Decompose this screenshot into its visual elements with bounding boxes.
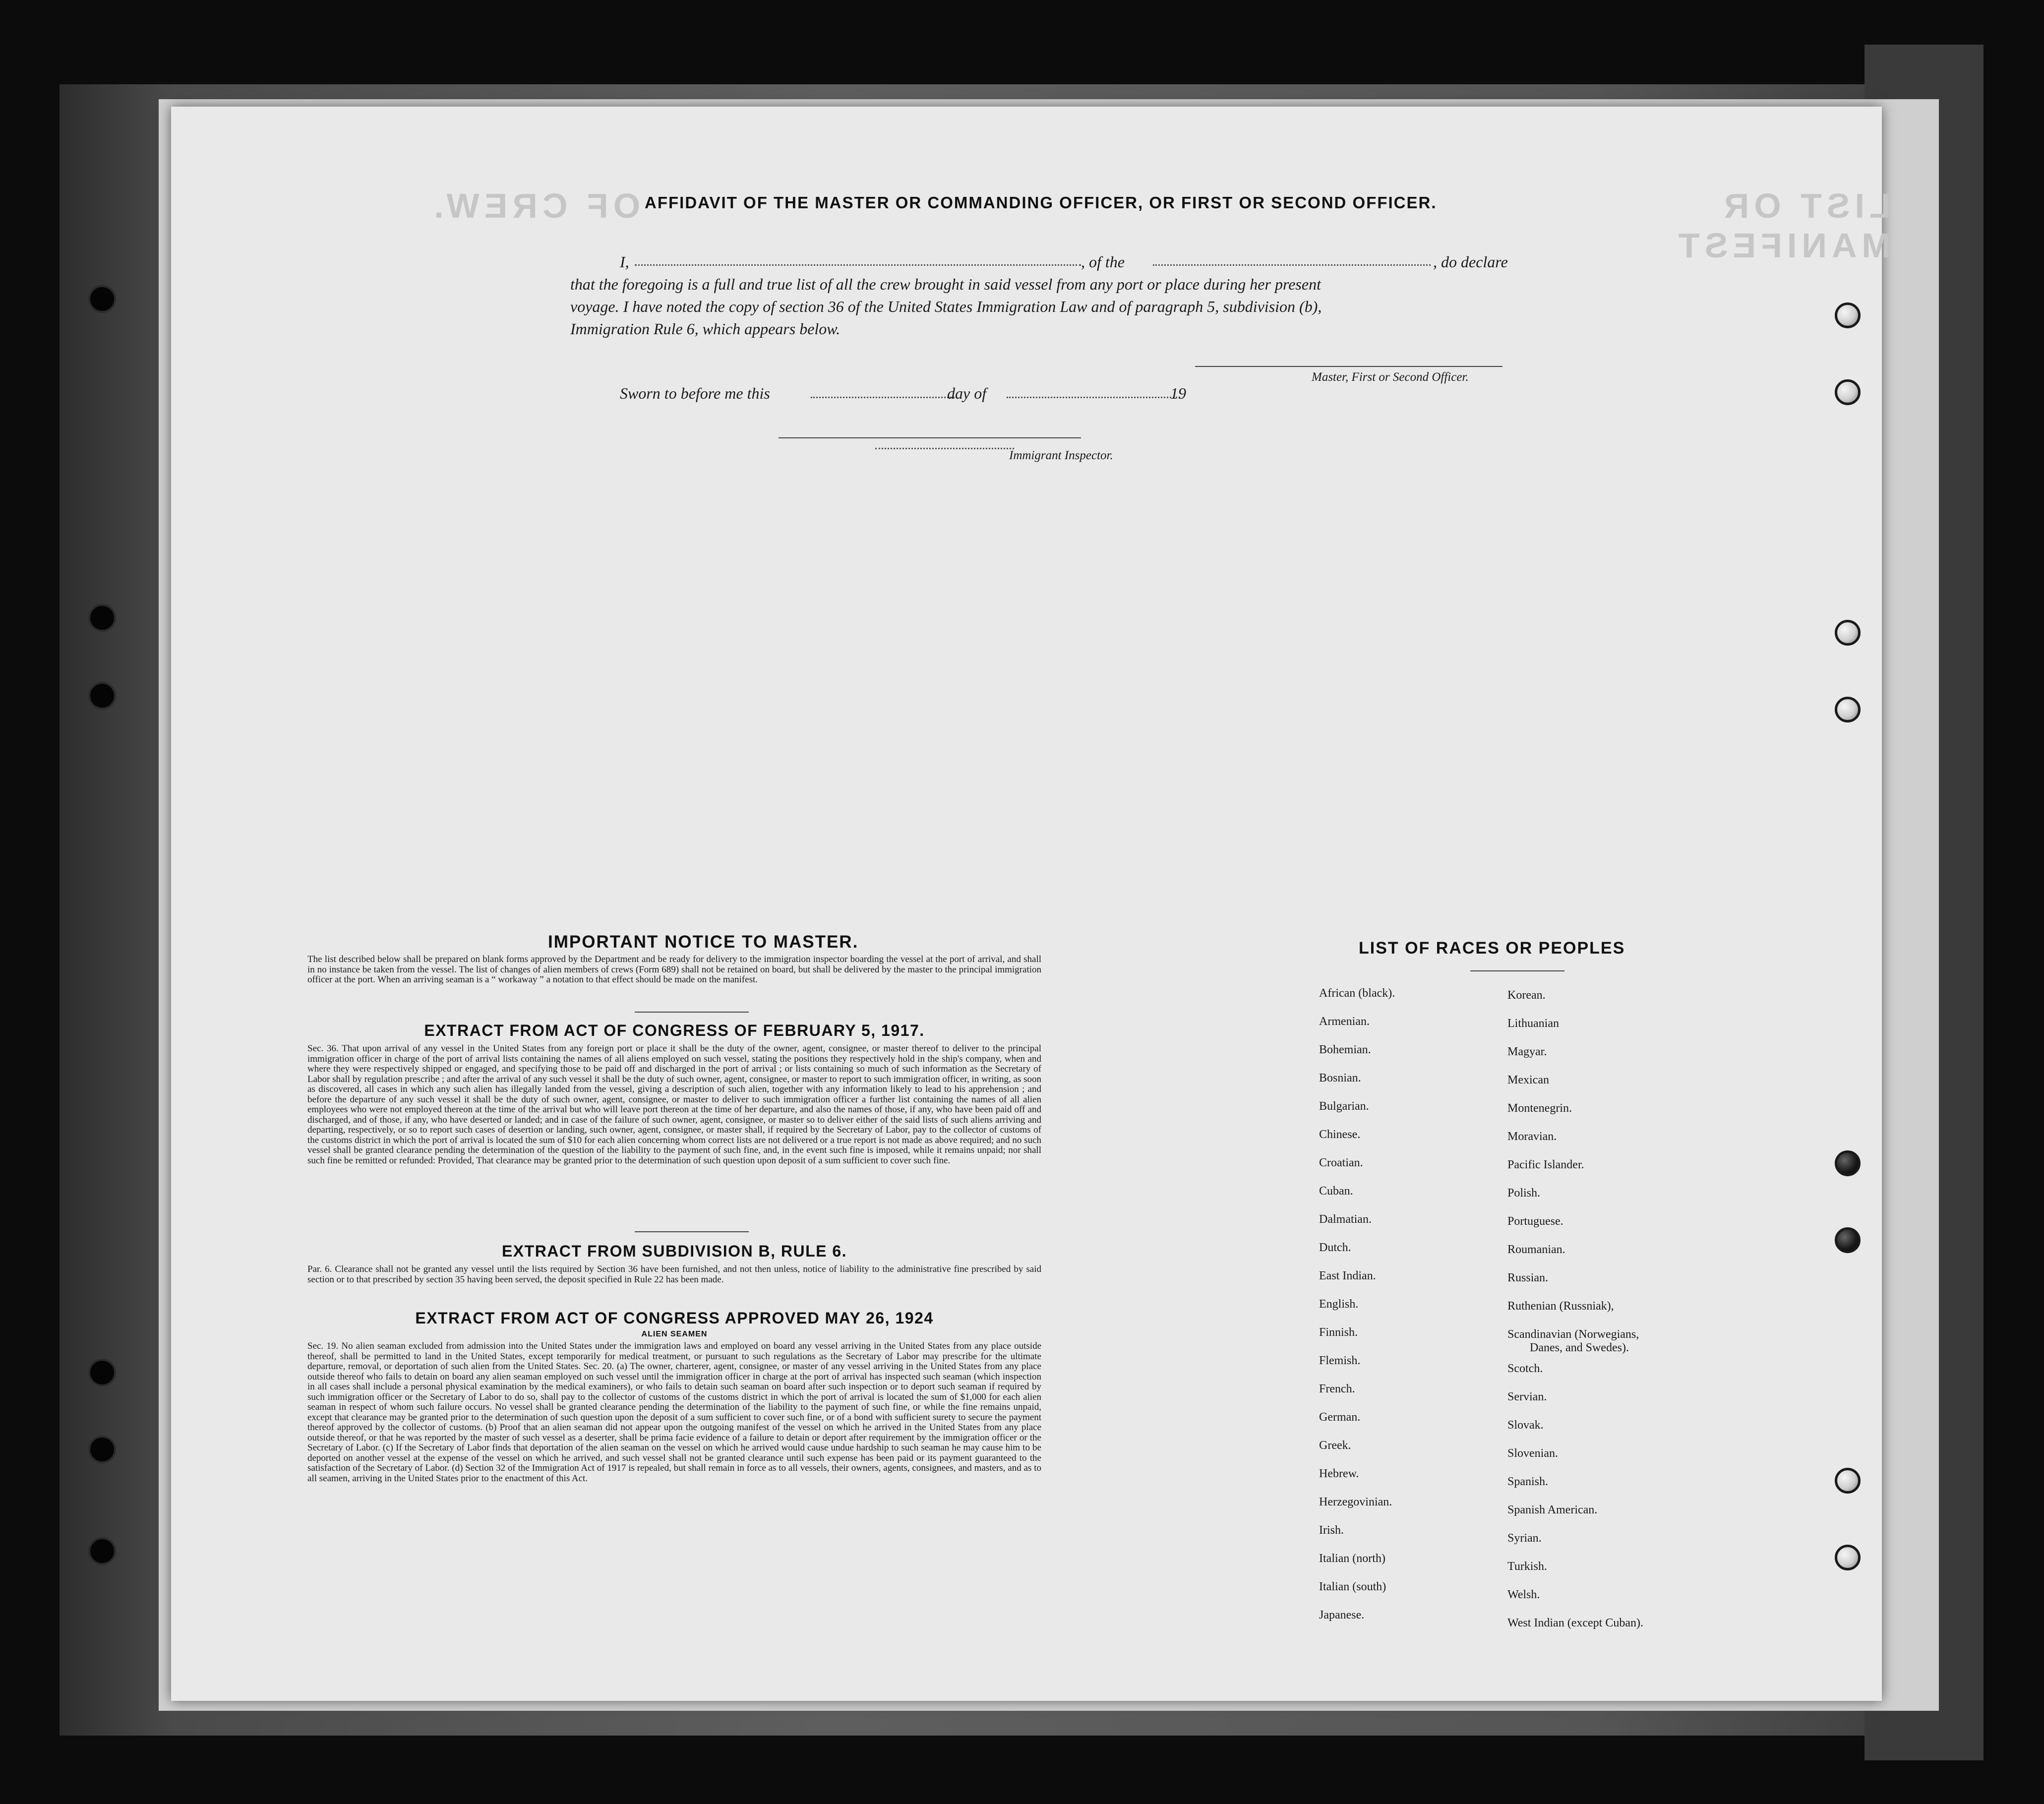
act-1924-title: EXTRACT FROM ACT OF CONGRESS APPROVED MAY 26, 1924: [415, 1309, 934, 1327]
binder-hole: [88, 1359, 116, 1386]
race-item: Armenian.: [1319, 1015, 1370, 1028]
sworn-day-line: [811, 397, 955, 398]
notice-title: IMPORTANT NOTICE TO MASTER.: [548, 932, 859, 952]
act-1924-subtitle: ALIEN SEAMEN: [641, 1330, 708, 1338]
race-item: Roumanian.: [1507, 1243, 1565, 1256]
rule-6-body: Par. 6. Clearance shall not be granted any vessel until the lists required by Section 36 have been furnished, and not then unless, notice of liability to the administrative fine prescribed by said section or to that prescribed by section 35 having been served, the deposit specified in Rule 22 has been made.: [307, 1264, 1041, 1285]
race-item: Portuguese.: [1507, 1215, 1563, 1228]
race-item: Magyar.: [1507, 1045, 1547, 1058]
race-item: Spanish American.: [1507, 1503, 1598, 1516]
race-item: Spanish.: [1507, 1475, 1549, 1488]
race-item: Pacific Islander.: [1507, 1158, 1584, 1171]
binder-hole: [88, 1537, 116, 1565]
section-divider: [635, 1012, 749, 1013]
race-item: Finnish.: [1319, 1326, 1358, 1339]
signature-line-name: [635, 264, 1081, 266]
race-item: French.: [1319, 1383, 1355, 1395]
race-item: Bohemian.: [1319, 1043, 1371, 1056]
race-item: Greek.: [1319, 1439, 1351, 1452]
race-item: Scotch.: [1507, 1362, 1543, 1375]
race-item: Danes, and Swedes).: [1530, 1341, 1629, 1354]
day-of-text: day of: [947, 384, 987, 402]
race-item: Turkish.: [1507, 1560, 1547, 1573]
bleed-through-text: OF CREW.: [429, 186, 641, 225]
race-item: Russian.: [1507, 1271, 1549, 1284]
rule-6-title: EXTRACT FROM SUBDIVISION B, RULE 6.: [501, 1242, 847, 1260]
ring-hole: [1835, 379, 1861, 405]
ring-hole: [1835, 620, 1861, 646]
race-item: Welsh.: [1507, 1588, 1540, 1601]
affidavit-line-4: Immigration Rule 6, which appears below.: [570, 320, 841, 338]
binder-hole: [88, 682, 116, 710]
signature-line-vessel: [1153, 264, 1431, 266]
race-item: Ruthenian (Russniak),: [1507, 1300, 1614, 1313]
race-item: Dalmatian.: [1319, 1213, 1372, 1226]
ring-hole: [1835, 697, 1861, 722]
affidavit-line-3: voyage. I have noted the copy of section 36 of the United States Immigration Law and of paragraph 5, subdivision (b),: [570, 298, 1322, 315]
document-page: [171, 107, 1891, 1701]
affidavit-of-the: , of the: [1081, 253, 1125, 271]
inspector-caption: Immigrant Inspector.: [1009, 449, 1113, 462]
race-item: Moravian.: [1507, 1130, 1557, 1143]
race-item: Chinese.: [1319, 1128, 1361, 1141]
race-item: Montenegrin.: [1507, 1102, 1572, 1115]
notice-body: The list described below shall be prepared on blank forms approved by the Department and be ready for delivery to the immigration inspector boarding the vessel at the port of arrival, and shall in no instance be taken from the vessel. The list of changes of alien members of crews (Form 689) shall not be retained on board, but shall be delivered by the master to the principal immigration officer at the port. When an arriving seaman is a “ workaway ” a notation to that effect should be made on the manifest.: [307, 954, 1041, 985]
ring-hole: [1835, 1545, 1861, 1570]
race-item: Hebrew.: [1319, 1467, 1359, 1480]
race-item: Lithuanian: [1507, 1017, 1559, 1030]
race-item: German.: [1319, 1411, 1361, 1424]
race-item: Bosnian.: [1319, 1072, 1361, 1084]
race-item: Slovenian.: [1507, 1447, 1558, 1460]
ring-hole: [1835, 302, 1861, 328]
race-item: Bulgarian.: [1319, 1100, 1369, 1113]
race-item: English.: [1319, 1298, 1359, 1311]
race-item: Polish.: [1507, 1187, 1541, 1200]
race-item: Servian.: [1507, 1390, 1547, 1403]
year-text: 19: [1170, 384, 1186, 402]
section-divider: [635, 1231, 749, 1232]
race-item: Syrian.: [1507, 1532, 1542, 1545]
affidavit-line-2: that the foregoing is a full and true list of all the crew brought in said vessel from any port or place during her present: [570, 275, 1321, 293]
race-item: Croatian.: [1319, 1156, 1363, 1169]
race-item: Italian (north): [1319, 1552, 1385, 1565]
ring-hole: [1835, 1468, 1861, 1494]
race-item: Mexican: [1507, 1074, 1549, 1086]
binder-hole: [88, 285, 116, 313]
races-title: LIST OF RACES OR PEOPLES: [1359, 939, 1625, 958]
master-signature-line: [1195, 366, 1503, 367]
inspector-signature-line: [779, 437, 1081, 438]
act-1924-body: Sec. 19. No alien seaman excluded from admission into the United States under the immigration laws and employed on board any vessel arriving in the United States from any place outside thereof, shall be permitted to land in the United States, except temporarily for medical treatment, or pursuant to such regulations as the Secretary of Labor may prescribe for the ultimate departure, removal, or deportation of such alien from the United States. Sec. 20. (a) The owner, charterer, agent, consignee, or master of any vessel arriving in the United States from any place outside thereof who fails to detain on board any alien seaman employed on such vessel until the immigration officer in charge at the port of arrival has inspected such seaman (which inspection in all cases shall include a personal physical examination by the medical examiners), or who fails to detain such seaman on board after such inspection or to deport such seaman if required by such immigration officer or the Secretary of Labor to do so, shall pay to the collector of customs of the customs district in which the port of arrival is located the sum of $1,000 for each alien seaman in respect of whom such failure occurs. No vessel shall be granted clearance pending the determination of the liability to the payment of such fine, or while the fine remains unpaid, except that clearance may be granted prior to the determination of such question upon the deposit of a sum sufficient to cover such fine, or of a bond with sufficient surety to secure the payment thereof approved by the collector of customs. (b) Proof that an alien seaman did not appear upon the outgoing manifest of the vessel on which he arrived in the United States from any place outside thereof, or that he was reported by the master of such vessel as a deserter, shall be prima facie evidence of a failure to detain or deport after requirement by the immigration officer or the Secretary of Labor. (c) If the Secretary of Labor finds that deportation of the alien seaman on the vessel on which he arrived would cause undue hardship to such seaman he may cause him to be deported on another vessel at the expense of the vessel on which he arrived, and such vessel shall not be granted clearance until such expense has been paid or its payment guaranteed to the satisfaction of the Secretary of Labor. (d) Section 32 of the Immigration Act of 1917 is repealed, but shall remain in force as to all vessels, their owners, agents, consignees, and masters, and as to all seamen, arriving in the United States prior to the enactment of this Act.: [307, 1341, 1041, 1484]
affidavit-i: I,: [620, 253, 629, 271]
race-item: Slovak.: [1507, 1419, 1544, 1432]
act-1917-body: Sec. 36. That upon arrival of any vessel in the United States from any foreign port or place it shall be the duty of the owner, agent, consignee, or master thereof to deliver to the principal immigration officer in charge of the port of arrival lists containing the names of all aliens employed on such vessel, stating the positions they respectively hold in the ship's company, when and where they were respectively shipped or engaged, and specifying those to be paid off and discharged in the port of arrival ; or lists containing so much of such information as the Secretary of Labor shall by regulation prescribe ; and after the arrival of any such vessel it shall be the duty of such owner, agent, consignee, or master to report to such immigration officer, in writing, as soon as discovered, all cases in which any such alien has illegally landed from the vessel, giving a description of such alien, together with any information likely to lead to his apprehension ; and before the departure of any such vessel it shall be the duty of such owner, agent, consignee, or master to deliver to such immigration officer a further list containing the names of all alien employees who were not employed thereon at the time of the arrival but who will leave port thereon at the time of her departure, and also the names of those, if any, who have been paid off and discharged, and of those, if any, who have deserted or landed; and in case of the failure of such owner, agent, consignee, or master so to deliver either of the said lists of such aliens arriving and departing, respectively, or so to report such cases of desertion or landing, such owner, agent, consignee, or master shall, if required by the Secretary of Labor, pay to the collector of customs of the customs district in which the port of arrival is located the sum of $10 for each alien concerning whom correct lists are not delivered or a true report is not made as above required; and no such vessel shall be granted clearance pending the determination of the question of the liability to the payment of such fine, and, in the event such fine is imposed, while it remains unpaid; nor shall such fine be remitted or refunded: Provided, That clearance may be granted prior to the determination of such question upon deposit of a sum sufficient to cover such fine.: [307, 1043, 1041, 1166]
binder-hole: [88, 1436, 116, 1463]
race-item: Scandinavian (Norwegians,: [1507, 1328, 1639, 1341]
ring-hole: [1835, 1227, 1861, 1253]
race-item: West Indian (except Cuban).: [1507, 1617, 1643, 1629]
race-item: Korean.: [1507, 989, 1546, 1002]
sworn-text: Sworn to before me this: [620, 384, 770, 402]
race-item: African (black).: [1319, 987, 1395, 1000]
race-item: Japanese.: [1319, 1609, 1365, 1622]
inspector-dotted-line: [875, 448, 1014, 449]
affidavit-title: AFFIDAVIT OF THE MASTER OR COMMANDING OFFICER, OR FIRST OR SECOND OFFICER.: [645, 193, 1437, 212]
race-item: Italian (south): [1319, 1580, 1386, 1593]
races-divider: [1470, 970, 1564, 971]
master-caption: Master, First or Second Officer.: [1312, 370, 1469, 384]
race-item: Irish.: [1319, 1524, 1344, 1537]
bleed-through-text: LIST OR MANIFEST: [1673, 186, 1891, 265]
affidavit-declare: , do declare: [1433, 253, 1508, 271]
ring-hole: [1835, 1150, 1861, 1176]
act-1917-title: EXTRACT FROM ACT OF CONGRESS OF FEBRUARY 5, 1917.: [424, 1022, 925, 1039]
race-item: Dutch.: [1319, 1241, 1351, 1254]
race-item: Flemish.: [1319, 1354, 1361, 1367]
sworn-month-line: [1007, 397, 1180, 398]
race-item: Herzegovinian.: [1319, 1496, 1392, 1508]
race-item: East Indian.: [1319, 1269, 1376, 1282]
race-item: Cuban.: [1319, 1185, 1353, 1198]
binder-hole: [88, 604, 116, 632]
